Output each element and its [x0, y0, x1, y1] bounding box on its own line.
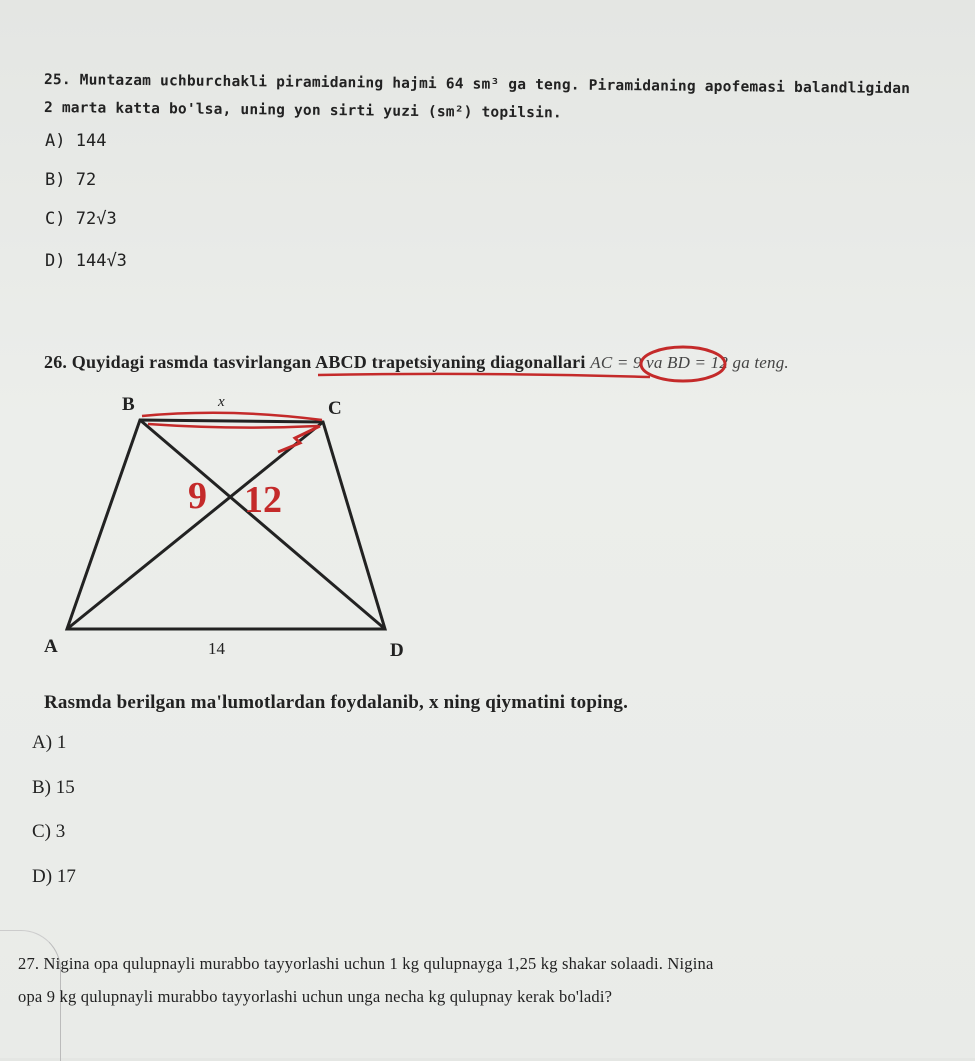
option-value: 144√3 — [75, 251, 127, 271]
option-letter: A) — [32, 732, 53, 753]
vertex-a-label: A — [44, 636, 58, 657]
red-top-arc-2 — [148, 424, 318, 428]
q25-text-line2: 2 marta katta bo'lsa, uning yon sirti yuzi (sm²) topilsin. — [43, 100, 562, 122]
option-value: 72√3 — [75, 209, 117, 229]
option-letter: D) — [45, 251, 66, 271]
vertex-d-label: D — [390, 640, 404, 661]
option-letter: B) — [45, 170, 66, 190]
trapezoid-outline — [67, 420, 385, 629]
vertex-c-label: C — [328, 398, 342, 419]
bottom-side-label: 14 — [208, 639, 225, 658]
option-value: 1 — [56, 732, 67, 753]
q26-option-b[interactable] — [32, 777, 75, 799]
q26-option-a[interactable] — [32, 732, 66, 754]
q26-prefix: 26. Quyidagi rasmda tasvirlangan ABCD trapetsiyaning diagonallari — [44, 352, 591, 372]
q26-suffix: BD = 12 ga teng. — [662, 353, 789, 372]
q27-text-line2: opa 9 kg qulupnayli murabbo tayyorlashi uchun unga necha kg qulupnay kerak bo'ladi? — [18, 987, 613, 1006]
diagonal-bd — [140, 420, 385, 629]
option-value: 72 — [75, 170, 97, 190]
option-letter: C) — [32, 821, 51, 842]
red-underline — [318, 374, 650, 377]
diagonal-ac — [67, 422, 323, 629]
red-mark — [278, 426, 320, 452]
q26-option-c[interactable] — [32, 821, 65, 843]
q27-text-line1: 27. Nigina opa qulupnayli murabbo tayyorlashi uchun 1 kg qulupnayga 1,25 kg shakar solaadi. Nigina — [18, 954, 714, 973]
vertex-b-label: B — [122, 394, 135, 415]
trapezoid-figure — [30, 380, 450, 670]
q26-option-d[interactable] — [32, 866, 76, 888]
top-side-label: x — [218, 394, 225, 410]
q26-circled-text: AC = 9 va — [590, 353, 663, 372]
option-value: 17 — [56, 866, 76, 887]
option-letter: B) — [32, 777, 51, 798]
red-circle — [641, 347, 725, 381]
option-letter: D) — [32, 866, 53, 887]
option-letter: A) — [45, 131, 66, 151]
option-value: 15 — [55, 777, 75, 798]
q26-question: Rasmda berilgan ma'lumotlardan foydalanib, x ning qiymatini toping. — [44, 692, 629, 713]
handwritten-9: 9 — [188, 475, 207, 517]
option-value: 3 — [55, 821, 66, 842]
option-value: 144 — [75, 131, 107, 151]
handwritten-12: 12 — [244, 479, 282, 521]
option-letter: C) — [45, 209, 66, 229]
q25-text-line1: 25. Muntazam uchburchakli piramidaning hajmi 64 sm³ ga teng. Piramidaning apofemasi balandligidan — [43, 72, 911, 98]
